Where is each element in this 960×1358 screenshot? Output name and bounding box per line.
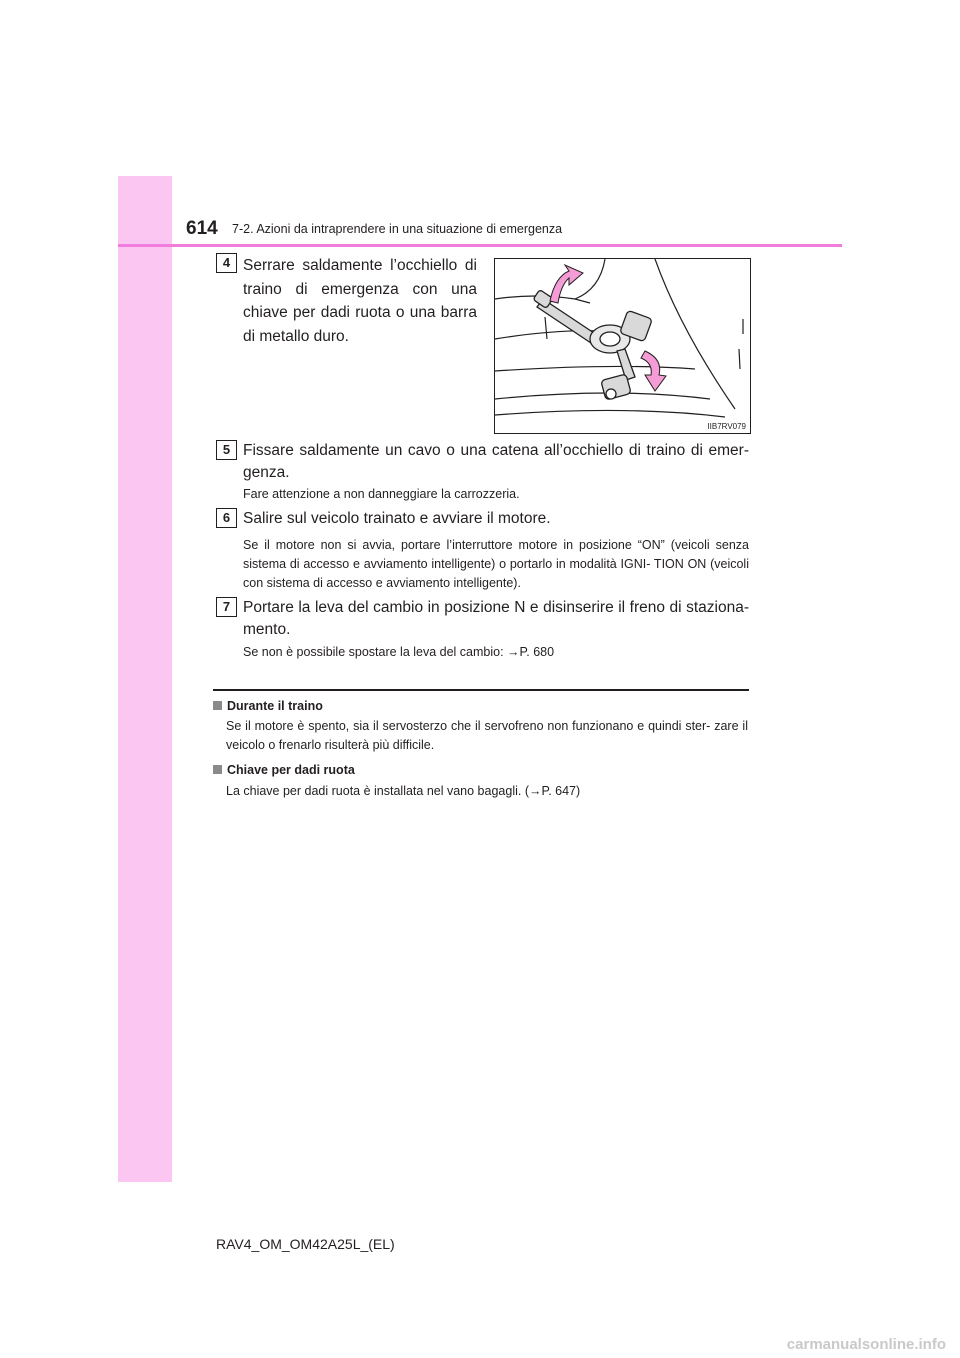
wrench-illustration — [494, 258, 751, 434]
step-7-note: Se non è possibile spostare la leva del cambio: →P. 680 — [243, 645, 555, 659]
section-title: 7-2. Azioni da intraprendere in una situazione di emergenza — [232, 222, 563, 236]
info-title-wrench — [213, 763, 355, 777]
info-title-towing-label: Durante il traino — [227, 699, 323, 713]
rotate-arrow-lower — [641, 351, 666, 391]
step-5-note: Fare attenzione a non danneggiare la carrozzeria. — [243, 487, 520, 501]
page-number: 614 — [186, 218, 218, 239]
step-6-note: Se il motore non si avvia, portare l’interruttore motore in posizione “ON” (veicoli senza sistema di accesso e avviamento intelligente) o portarlo in modalità IGNI- TION ON (veicoli con sistema di accesso e avviamento intelligente). — [243, 538, 749, 590]
square-bullet-icon — [213, 765, 222, 774]
step-number-4: 4 — [216, 253, 237, 273]
step-number-7: 7 — [216, 597, 237, 617]
step-number-6: 6 — [216, 508, 237, 528]
wrench-drawing — [495, 259, 750, 433]
square-bullet-icon — [213, 701, 222, 710]
step-number-5: 5 — [216, 440, 237, 460]
info-divider — [213, 689, 749, 691]
step-6-text: Salire sul veicolo trainato e avviare il motore. — [243, 510, 551, 527]
step-7-text: Portare la leva del cambio in posizione N e disinserire il freno di staziona- mento. — [243, 599, 749, 638]
side-tab-strip — [118, 176, 172, 1182]
info-text-wrench: La chiave per dadi ruota è installata nel vano bagagli. (→P. 647) — [226, 784, 581, 798]
info-title-wrench-label: Chiave per dadi ruota — [227, 763, 355, 777]
info-text-towing: Se il motore è spento, sia il servosterzo che il servofreno non funzionano e quindi ster- zare il veicolo o frenarlo risulterà più difficile. — [226, 719, 748, 752]
step-5-text: Fissare saldamente un cavo o una catena all’occhiello di traino di emer- genza. — [243, 442, 749, 481]
footer-code: RAV4_OM_OM42A25L_(EL) — [216, 1236, 395, 1252]
header-divider — [118, 244, 842, 247]
figure-code: IIB7RV079 — [707, 422, 746, 431]
info-title-towing — [213, 699, 323, 713]
watermark: carmanualsonline.info — [786, 1336, 946, 1353]
step-4-text: Serrare saldamente l’occhiello di traino di emergenza con una chiave per dadi ruota o una barra di metallo duro. — [243, 257, 477, 345]
